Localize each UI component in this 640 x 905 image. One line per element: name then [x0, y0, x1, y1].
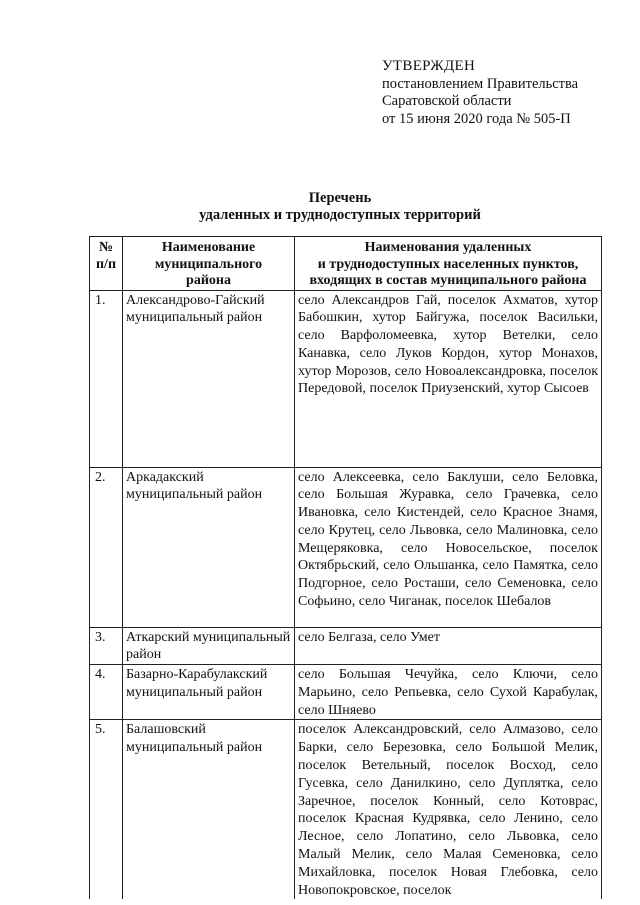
- row-settlements: село Большая Чечуйка, село Ключи, село Марьино, село Репьевка, село Сухой Карабулак, село Шняево: [295, 665, 602, 720]
- header-number: № п/п: [90, 237, 123, 291]
- row-settlements: поселок Александровский, село Алмазово, село Барки, село Березовка, село Большой Мелик, поселок Ветельный, поселок Восход, село Гусевка, село Данилкино, село Дуплятка, село Заречное, поселок Конный, село Котоврас, поселок Красная Кудрявка, село Ленино, село Лесное, село Лопатино, село Львовка, село Малый Мелик, село Малая Семеновка, село Михайловка, поселок Новая Глебовка, село Новопокровское, поселок: [295, 720, 602, 899]
- document-title: [90, 190, 590, 224]
- row-district: Аркадакский муниципальный район: [123, 467, 295, 627]
- approval-line-1: постановлением Правительства: [382, 75, 579, 92]
- row-settlements: село Алексеевка, село Баклуши, село Беловка, село Большая Журавка, село Грачевка, село Ивановка, село Кистендей, село Красное Знамя, село Крутец, село Львовка, село Малиновка, село Мещеряковка, село Новосельское, поселок Октябрьский, село Ольшанка, село Памятка, село Подгорное, село Росташи, село Семеновка, село Софьино, село Чиганак, поселок Шебалов: [295, 467, 602, 627]
- header-district: Наименование муниципального района: [123, 237, 295, 291]
- territories-table: [89, 236, 602, 899]
- row-district: Александрово-Гайский муниципальный район: [123, 290, 295, 467]
- title-line-2: удаленных и труднодоступных территорий: [199, 207, 481, 223]
- table-row: [90, 720, 602, 899]
- row-number: 5.: [90, 720, 123, 899]
- row-settlements: село Александров Гай, поселок Ахматов, хутор Бабошкин, хутор Байгужа, поселок Васильки, село Варфоломеевка, хутор Ветелки, село Канавка, село Луков Кордон, хутор Монахов, хутор Морозов, село Новоалександровка, поселок Передовой, поселок Приузенский, хутор Сысоев: [295, 290, 602, 467]
- row-district: Балашовский муниципальный район: [123, 720, 295, 899]
- row-number: 3.: [90, 627, 123, 665]
- header-settlements: Наименования удаленных и труднодоступных населенных пунктов, входящих в состав муниципального района: [295, 237, 602, 291]
- row-number: 1.: [90, 290, 123, 467]
- approval-line-2: Саратовской области: [382, 93, 512, 109]
- approval-stamp: [382, 58, 578, 128]
- title-line-1: Перечень: [308, 190, 372, 206]
- row-district: Аткарский муниципальный район: [123, 627, 295, 665]
- row-number: 2.: [90, 467, 123, 627]
- row-district: Базарно-Карабулакский муниципальный район: [123, 665, 295, 720]
- row-settlements: село Белгаза, село Умет: [295, 627, 602, 665]
- table-row: [90, 665, 602, 720]
- table-row: [90, 467, 602, 627]
- table-row: [90, 290, 602, 467]
- approval-heading: УТВЕРЖДЕН: [382, 58, 476, 74]
- approval-line-3: от 15 июня 2020 года № 505-П: [382, 110, 571, 127]
- table-row: [90, 627, 602, 665]
- row-number: 4.: [90, 665, 123, 720]
- table-header-row: [90, 237, 602, 291]
